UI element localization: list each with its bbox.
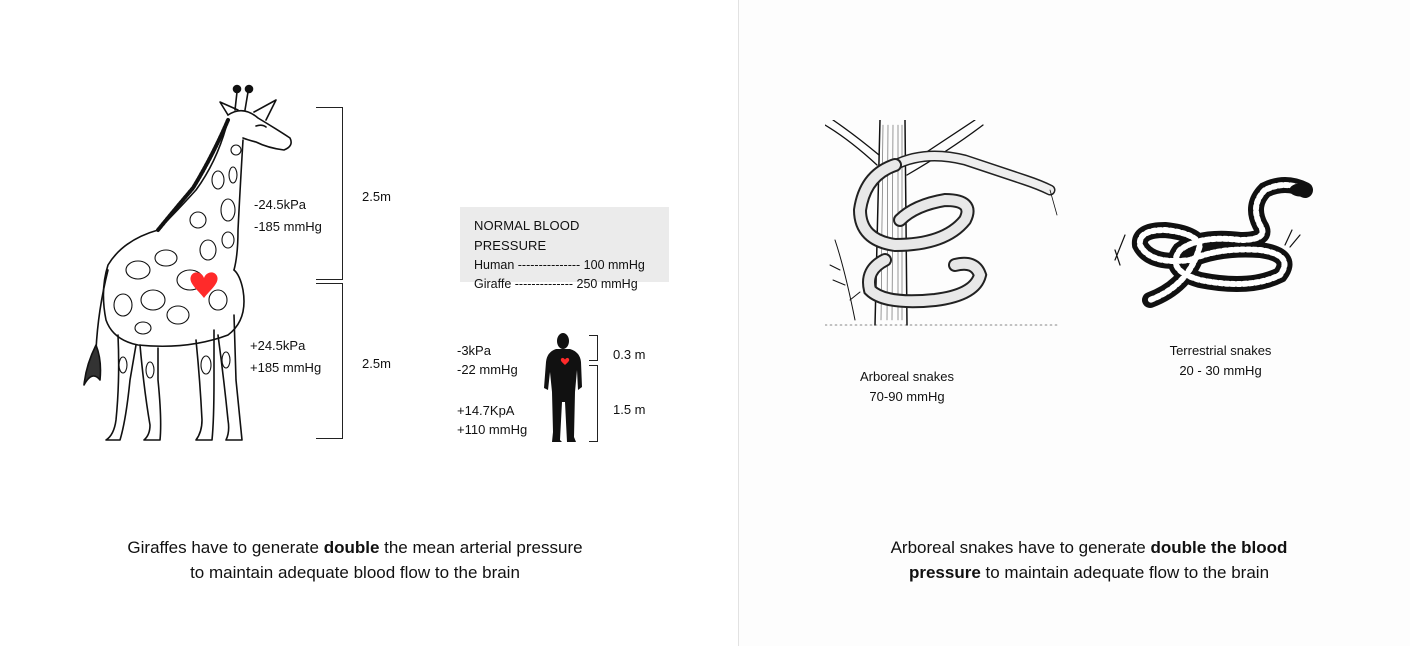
giraffe-lower-height: 2.5m xyxy=(362,356,391,371)
normal-bp-title: NORMAL BLOOD PRESSURE xyxy=(474,218,580,253)
arboreal-snakes-label: Arboreal snakes xyxy=(860,369,954,384)
human-lower-kpa: +14.7KpA xyxy=(457,403,515,418)
giraffe-lower-kpa: +24.5kPa xyxy=(250,338,306,353)
giraffe-upper-kpa: -24.5kPa xyxy=(254,197,307,212)
human-lower-height: 1.5 m xyxy=(613,402,646,417)
giraffe-upper-mmhg: -185 mmHg xyxy=(254,219,322,234)
panel-divider xyxy=(738,0,739,646)
human-lower-mmhg: +110 mmHg xyxy=(457,422,528,437)
giraffe-upper-bracket xyxy=(316,107,343,280)
giraffe-caption-pre: Giraffes have to generate xyxy=(127,538,324,557)
terrestrial-snake-illustration xyxy=(1110,175,1315,315)
snake-caption-bold: double the blood pressure xyxy=(908,538,1288,582)
human-upper-height: 0.3 m xyxy=(613,347,646,362)
human-upper-kpa: -3kPa xyxy=(457,343,491,358)
giraffe-caption-post: the mean arterial pressure to maintain adequate blood flow to the brain xyxy=(190,538,583,582)
giraffe-lower-bracket xyxy=(316,283,343,439)
normal-bp-giraffe: Giraffe -------------- 250 mmHg xyxy=(474,277,638,291)
normal-bp-human: Human --------------- 100 mmHg xyxy=(474,258,645,272)
human-lower-bracket xyxy=(589,365,598,442)
terrestrial-snakes-label: Terrestrial snakes xyxy=(1169,343,1272,358)
giraffe-illustration xyxy=(78,80,308,450)
human-upper-bracket xyxy=(589,335,598,361)
snake-caption xyxy=(858,535,1320,585)
human-upper-mmhg: -22 mmHg xyxy=(457,362,518,377)
arboreal-snake-illustration xyxy=(825,120,1060,330)
human-silhouette-illustration xyxy=(542,332,584,442)
giraffe-lower-mmhg: +185 mmHg xyxy=(250,360,322,375)
giraffe-upper-height: 2.5m xyxy=(362,189,391,204)
arboreal-snakes-bp: 70-90 mmHg xyxy=(869,389,945,404)
snake-caption-pre: Arboreal snakes have to generate xyxy=(890,538,1151,557)
heart-icon xyxy=(190,272,217,298)
giraffe-caption xyxy=(120,535,590,585)
normal-blood-pressure-box xyxy=(460,207,669,291)
terrestrial-snakes-bp: 20 - 30 mmHg xyxy=(1179,363,1262,378)
snake-caption-post: to maintain adequate flow to the brain xyxy=(980,563,1270,582)
giraffe-caption-bold: double xyxy=(323,538,380,557)
